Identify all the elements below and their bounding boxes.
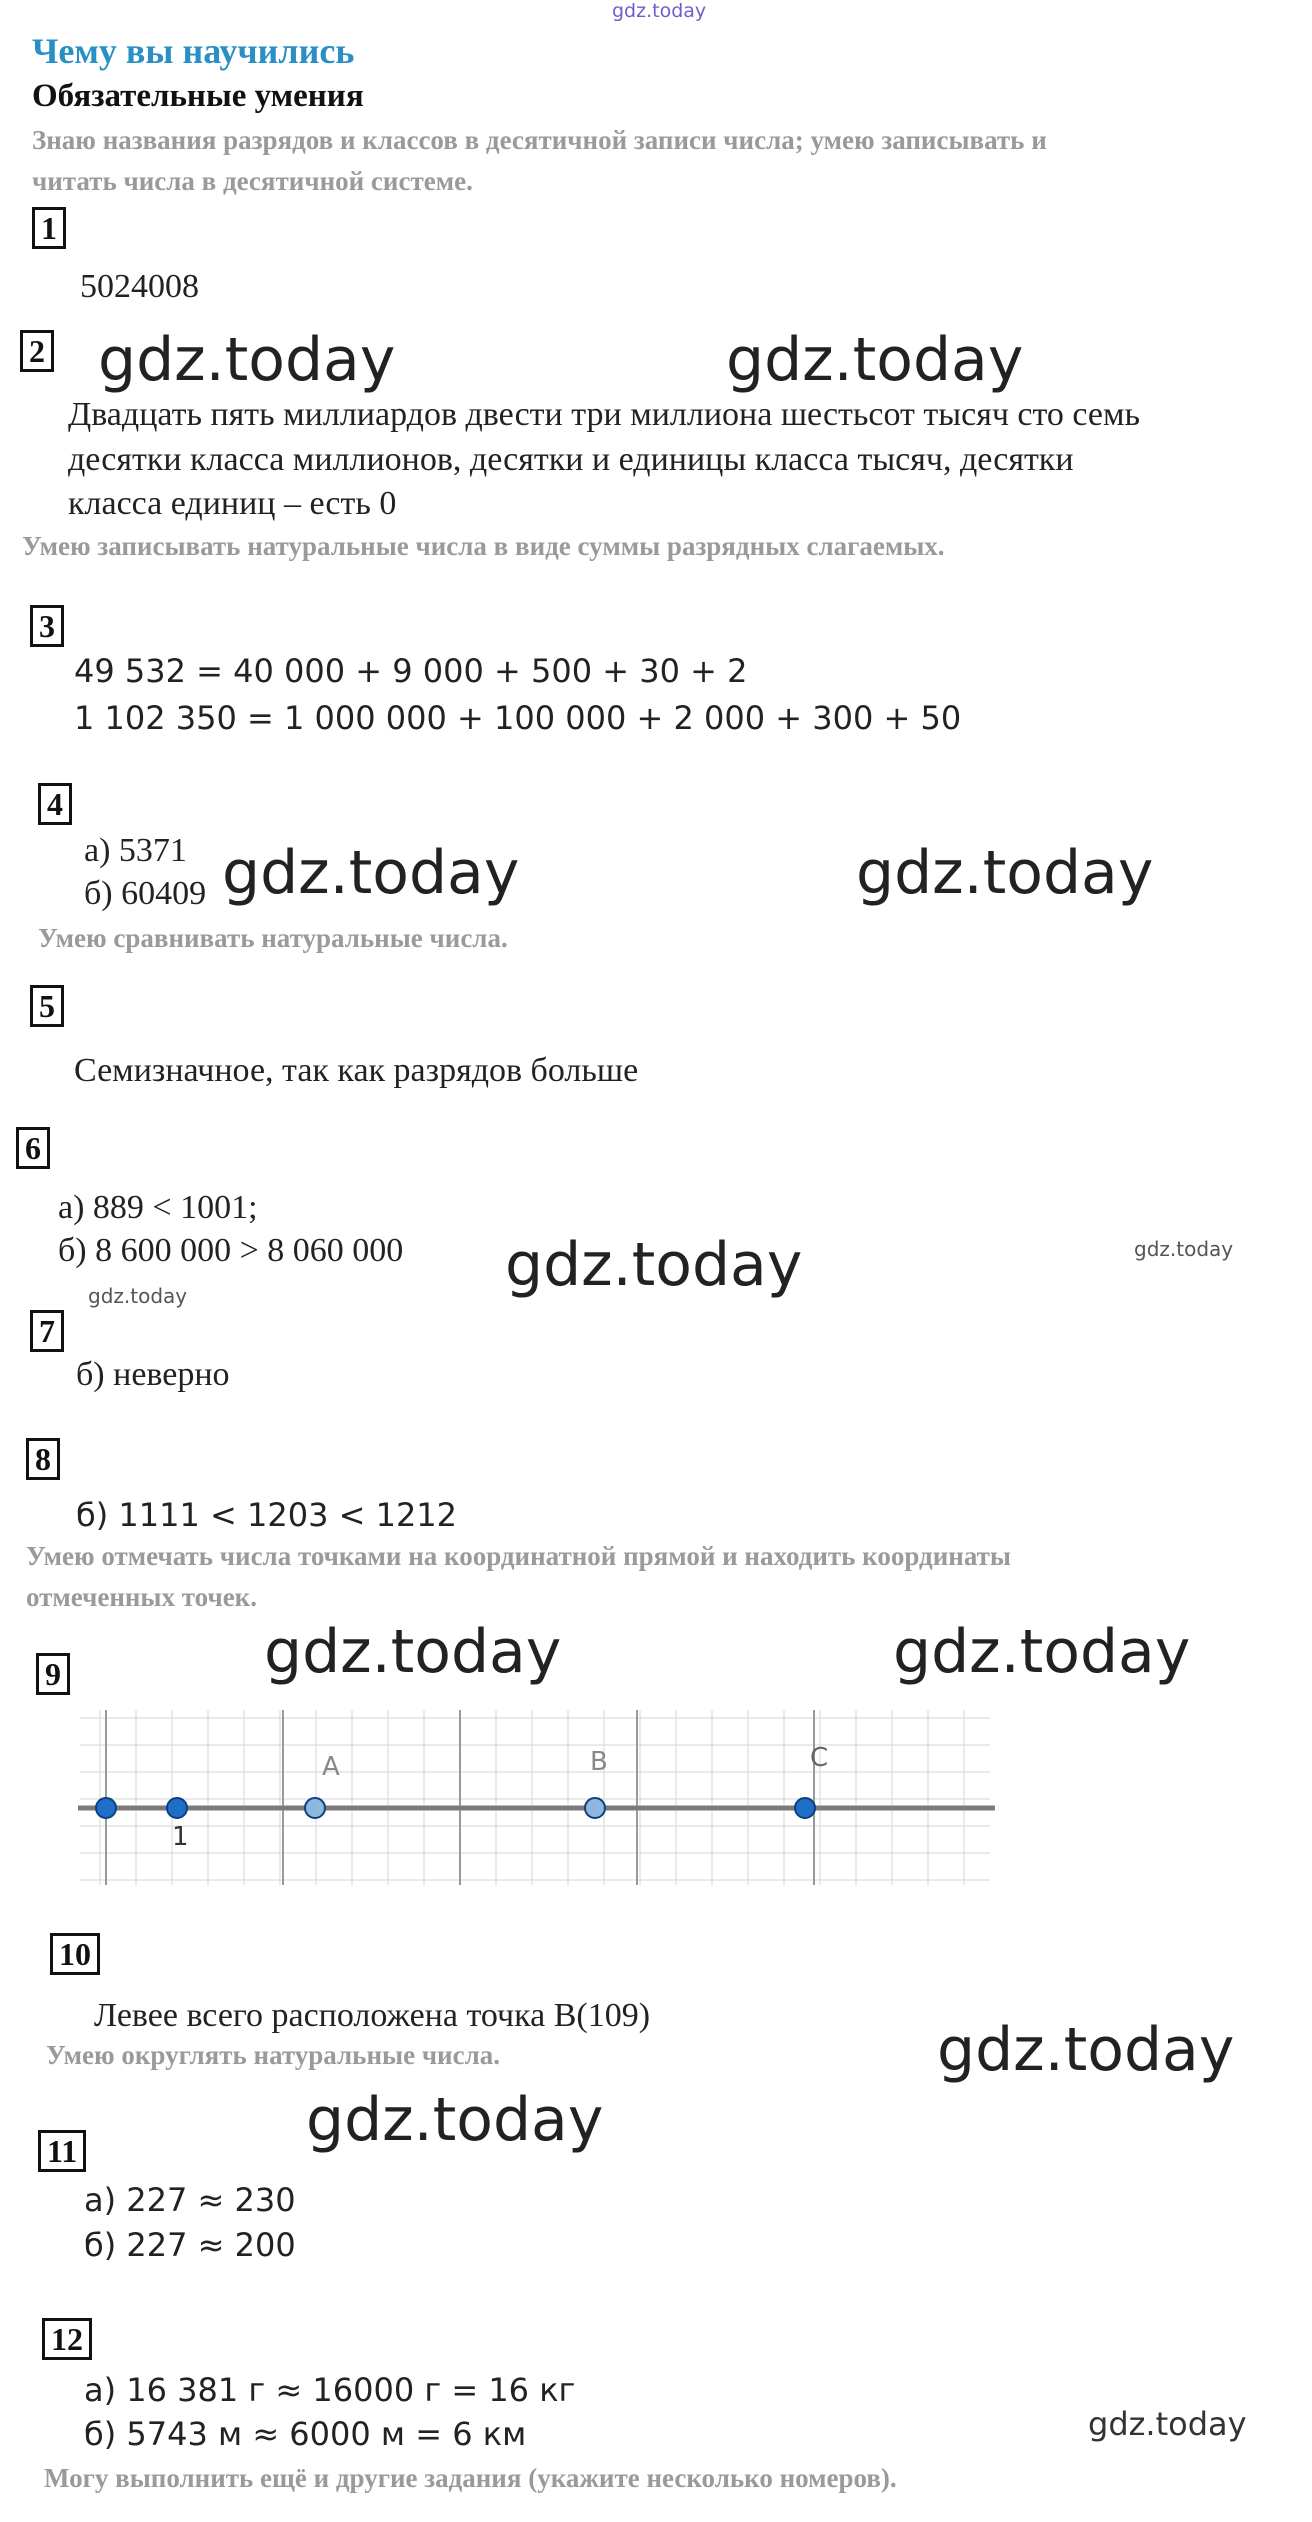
watermark-small: gdz.today — [1134, 1237, 1234, 1261]
watermark: gdz.today — [98, 325, 396, 395]
skill-text: Умею отмечать числа точками на координатной прямой и находить координаты — [26, 1541, 1011, 1571]
point-a-label: A — [322, 1752, 340, 1782]
coordinate-line — [70, 1700, 1000, 1885]
task-answer: б) 8 600 000 > 8 060 000 — [58, 1232, 404, 1269]
task-answer: б) 5743 м ≈ 6000 м = 6 км — [84, 2415, 527, 2453]
task-number: 8 — [26, 1438, 60, 1480]
watermark-top: gdz.today — [612, 0, 707, 22]
skill-text: Знаю названия разрядов и классов в десятичной записи числа; умею записывать и — [32, 125, 1047, 155]
task-number: 2 — [20, 330, 54, 372]
task-answer: б) 1111 < 1203 < 1212 — [76, 1496, 458, 1534]
skill-text: Умею округлять натуральные числа. — [46, 2040, 500, 2070]
point-c — [795, 1798, 815, 1818]
task-answer: класса единиц – есть 0 — [68, 485, 397, 522]
skill-text: отмеченных точек. — [26, 1582, 257, 1612]
point-c-label: C — [810, 1743, 829, 1773]
skill-text: Умею записывать натуральные числа в виде суммы разрядных слагаемых. — [22, 531, 945, 561]
section-subtitle: Обязательные умения — [32, 78, 364, 114]
task-number: 1 — [32, 207, 66, 249]
skill-text: Умею сравнивать натуральные числа. — [38, 923, 508, 953]
watermark: gdz.today — [856, 838, 1154, 908]
watermark: gdz.today — [264, 1617, 562, 1687]
watermark-small: gdz.today — [1088, 2405, 1247, 2443]
task-number: 5 — [30, 985, 64, 1027]
point-b — [585, 1798, 605, 1818]
watermark: gdz.today — [893, 1617, 1191, 1687]
task-answer: а) 5371 — [84, 832, 187, 869]
task-answer: Семизначное, так как разрядов больше — [74, 1052, 639, 1089]
task-number: 10 — [50, 1933, 100, 1975]
task-answer: б) 227 ≈ 200 — [84, 2226, 296, 2264]
skill-text: Могу выполнить ещё и другие задания (укажите несколько номеров). — [44, 2463, 897, 2493]
task-answer: б) неверно — [76, 1356, 230, 1393]
page-title: Чему вы научились — [32, 31, 355, 71]
task-number: 12 — [42, 2318, 92, 2360]
task-answer: 49 532 = 40 000 + 9 000 + 500 + 30 + 2 — [74, 652, 748, 690]
watermark: gdz.today — [726, 325, 1024, 395]
point-a — [305, 1798, 325, 1818]
task-answer: 1 102 350 = 1 000 000 + 100 000 + 2 000 + 300 + 50 — [74, 699, 962, 737]
watermark: gdz.today — [505, 1230, 803, 1300]
origin-point — [96, 1798, 116, 1818]
task-answer: а) 16 381 г ≈ 16000 г = 16 кг — [84, 2371, 576, 2409]
task-answer: 5024008 — [80, 268, 199, 305]
task-number: 6 — [16, 1127, 50, 1169]
watermark-small: gdz.today — [88, 1284, 188, 1308]
watermark: gdz.today — [306, 2085, 604, 2155]
task-number: 4 — [38, 783, 72, 825]
task-answer: б) 60409 — [84, 875, 207, 912]
task-number: 9 — [36, 1653, 70, 1695]
point-b-label: B — [590, 1747, 608, 1777]
task-answer: Двадцать пять миллиардов двести три миллиона шестьсот тысяч сто семь — [68, 396, 1141, 433]
task-number: 11 — [38, 2130, 86, 2172]
task-answer: а) 227 ≈ 230 — [84, 2181, 296, 2219]
unit-label: 1 — [172, 1822, 189, 1852]
task-answer: а) 889 < 1001; — [58, 1189, 258, 1226]
unit-point — [167, 1798, 187, 1818]
watermark: gdz.today — [222, 838, 520, 908]
task-number: 3 — [30, 605, 64, 647]
task-answer: Левее всего расположена точка B(109) — [94, 1997, 651, 2034]
task-number: 7 — [30, 1310, 64, 1352]
skill-text: читать числа в десятичной системе. — [32, 166, 473, 196]
watermark: gdz.today — [937, 2015, 1235, 2085]
task-answer: десятки класса миллионов, десятки и единицы класса тысяч, десятки — [68, 441, 1074, 478]
